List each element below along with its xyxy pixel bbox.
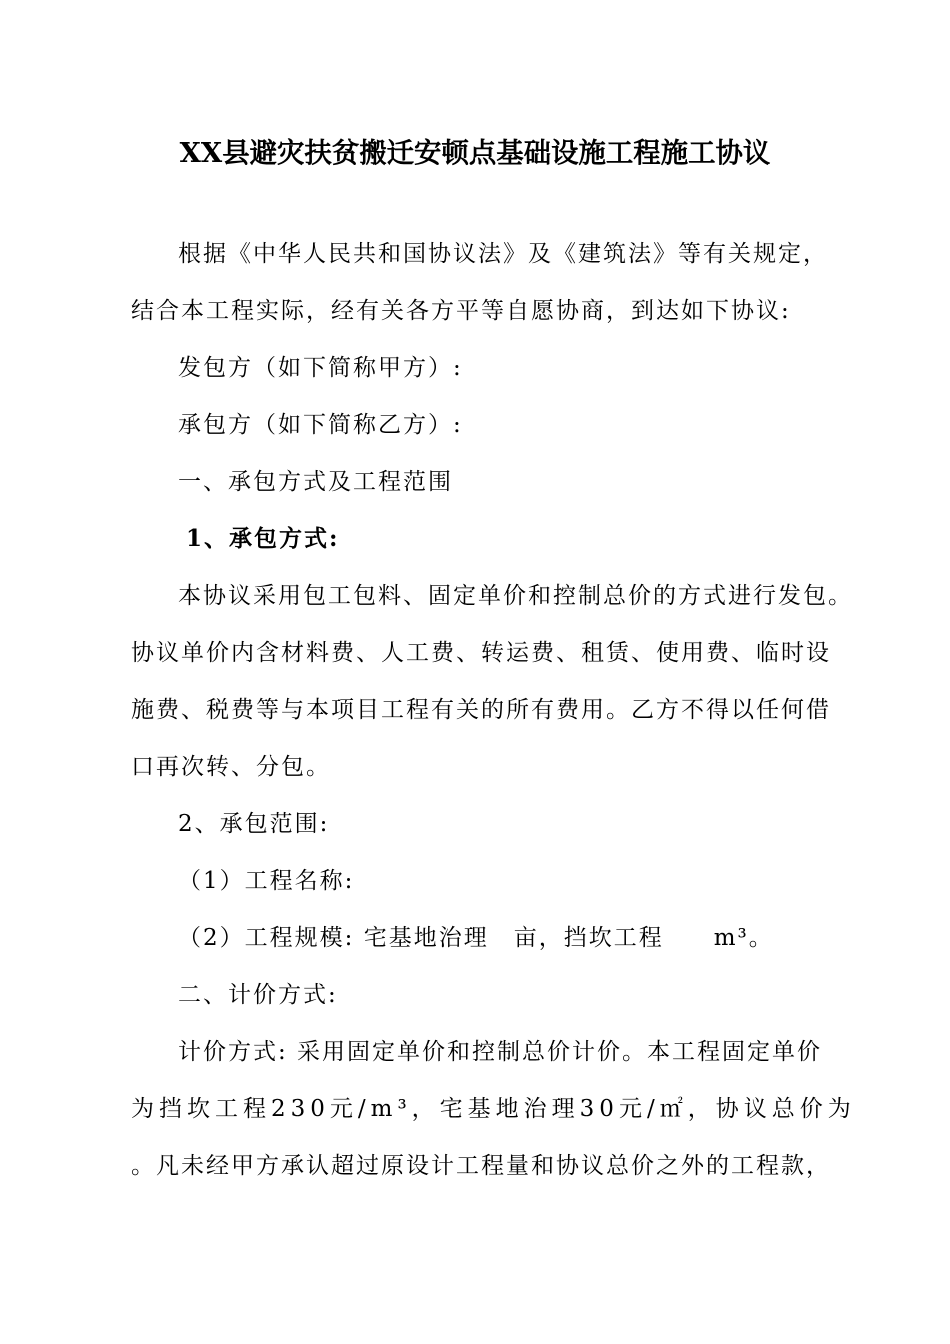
paragraph-line: 协议单价内含材料费、人工费、转运费、租赁、使用费、临时设 <box>131 640 831 666</box>
paragraph-line: 承包方（如下简称乙方）: <box>178 412 463 438</box>
subsection-heading: 1、承包方式: <box>186 525 340 552</box>
paragraph-line: 施费、税费等与本项目工程有关的所有费用。乙方不得以任何借 <box>131 697 831 723</box>
paragraph-line: 口再次转、分包。 <box>131 754 331 780</box>
paragraph-line: 发包方（如下简称甲方）: <box>178 355 463 381</box>
paragraph-line: 根据《中华人民共和国协议法》及《建筑法》等有关规定， <box>178 241 828 267</box>
section-heading: 一、承包方式及工程范围 <box>178 469 453 495</box>
paragraph-line: 为挡坎工程230元/m³，宅基地治理30元/㎡，协议总价为 <box>131 1096 856 1122</box>
section-heading: 二、计价方式: <box>178 982 338 1008</box>
list-item: （1）工程名称: <box>178 868 355 894</box>
paragraph-line: 本协议采用包工包料、固定单价和控制总价的方式进行发包。 <box>178 583 853 609</box>
document-title: XX县避灾扶贫搬迁安顿点基础设施工程施工协议 <box>179 137 771 169</box>
list-item: （2）工程规模: 宅基地治理 亩，挡坎工程 m³。 <box>178 925 774 951</box>
paragraph-line: 计价方式: 采用固定单价和控制总价计价。本工程固定单价 <box>178 1039 823 1065</box>
subsection-heading: 2、承包范围: <box>178 811 330 837</box>
paragraph-line: 结合本工程实际，经有关各方平等自愿协商，到达如下协议: <box>131 298 791 324</box>
paragraph-line: 。凡未经甲方承认超过原设计工程量和协议总价之外的工程款， <box>131 1153 831 1179</box>
